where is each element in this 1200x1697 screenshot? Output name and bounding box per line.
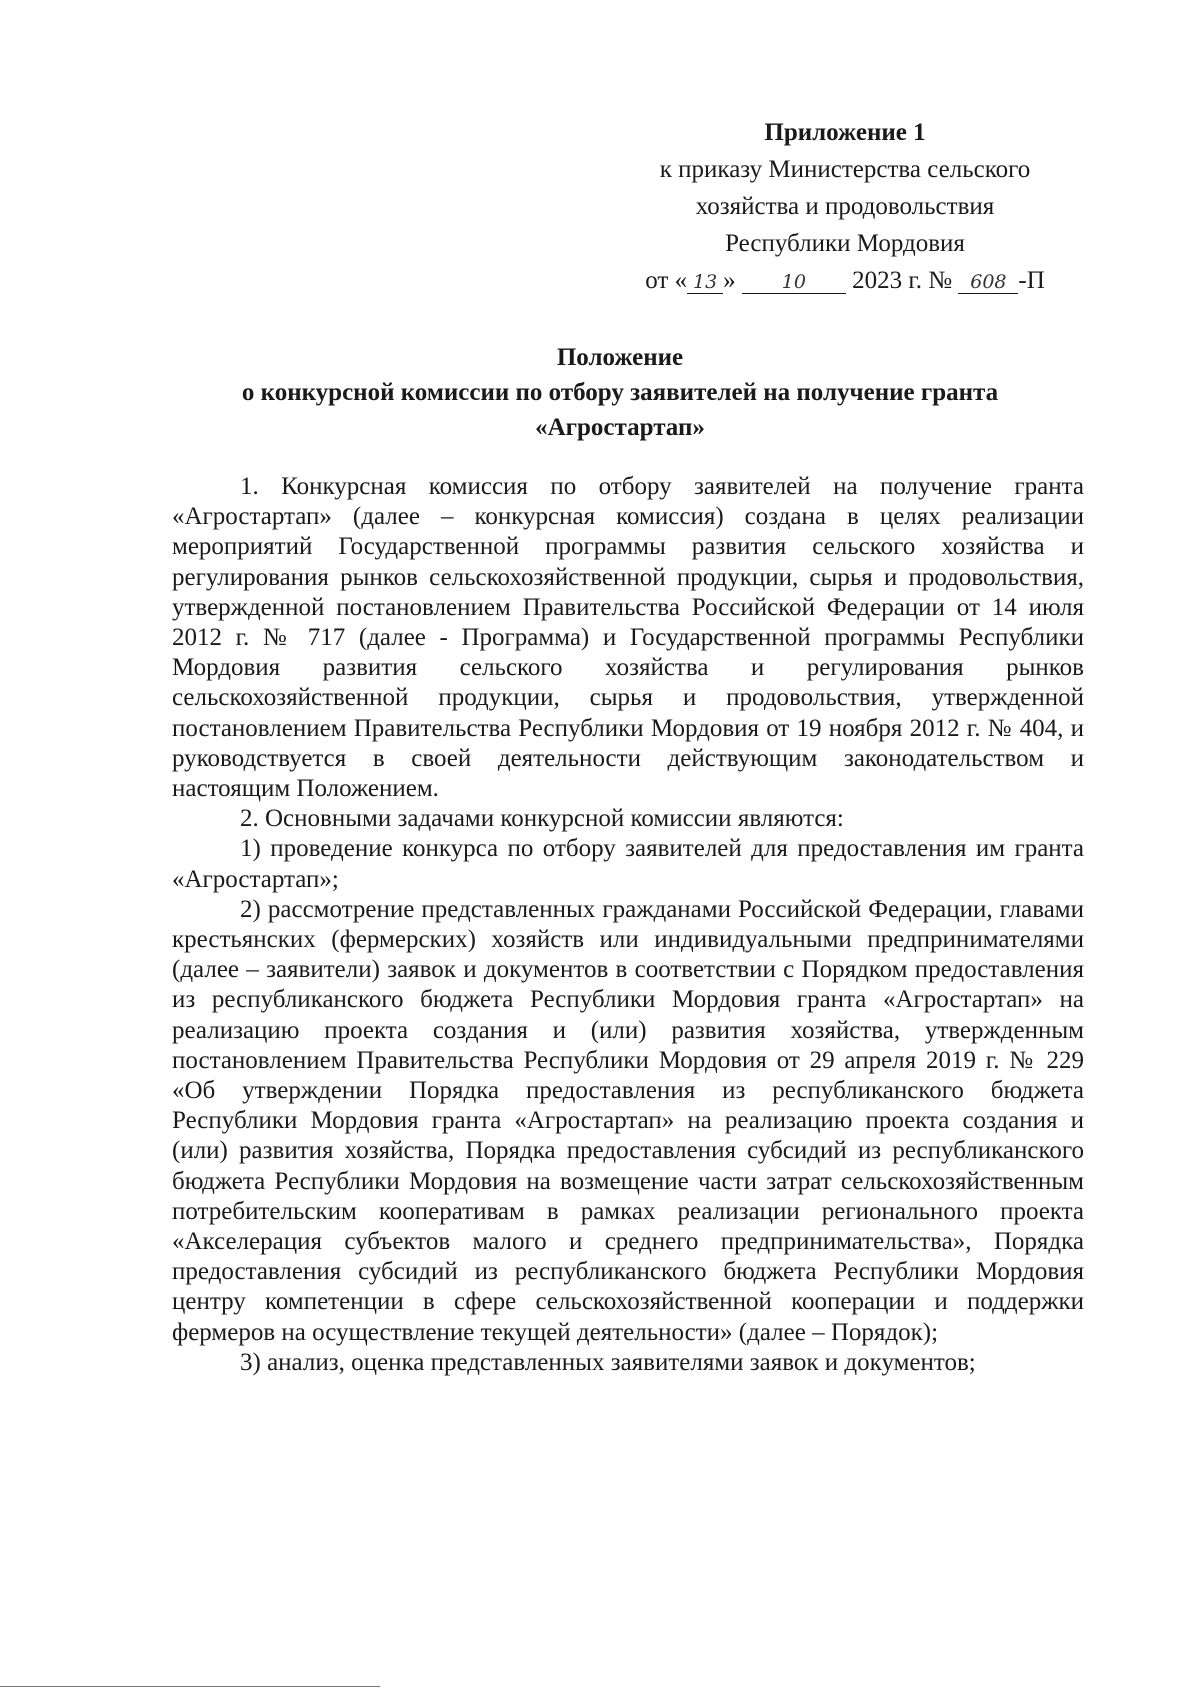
date-mid: »	[723, 267, 736, 294]
document-title	[160, 340, 1080, 445]
order-day: 13	[687, 271, 723, 294]
title-line-1: Положение	[556, 344, 684, 371]
appendix-header	[600, 114, 1090, 299]
scan-edge-line	[0, 1686, 380, 1687]
appendix-line-3: Республики Мордовия	[725, 230, 965, 257]
paragraph-2: 2. Основными задачами конкурсной комиссии являются:	[240, 805, 844, 833]
paragraph-5: 3) анализ, оценка представленных заявителями заявок и документов;	[240, 1348, 976, 1376]
title-line-2: о конкурсной комиссии по отбору заявителей на получение гранта	[241, 379, 999, 406]
order-month: 10	[742, 271, 846, 294]
date-prefix: от «	[645, 267, 688, 294]
order-year: 2023 г. №	[852, 267, 953, 294]
document-body	[172, 472, 1084, 1378]
order-number-suffix: -П	[1018, 267, 1045, 294]
appendix-line-2: хозяйства и продовольствия	[695, 193, 995, 220]
appendix-title: Приложение 1	[764, 119, 926, 146]
title-line-3: «Агростартап»	[535, 414, 705, 441]
order-date-line	[600, 262, 1090, 299]
order-number: 608	[958, 271, 1018, 294]
appendix-line-1: к приказу Министерства сельского	[659, 156, 1031, 183]
paragraph-3: 1) проведение конкурса по отбору заявителей для предоставления им гранта «Агростартап»;	[172, 835, 1084, 893]
paragraph-4: 2) рассмотрение представленных гражданами Российской Федерации, главами крестьянских (фермерских) хозяйств или индивидуальными предпринимателями (далее – заявители) заявок и документов в соответствии с Порядком предоставления из республиканского бюджета Республики Мордовия гранта «Агростартап» на реализацию проекта создания и (или) развития хозяйства, утвержденным постановлением Правительства Республики Мордовия от 29 апреля 2019 г. № 229 «Об утверждении Порядка предоставления из республиканского бюджета Республики Мордовия гранта «Агростартап» на реализацию проекта создания и (или) развития хозяйства, Порядка предоставления субсидий из республиканского бюджета Республики Мордовия на возмещение части затрат сельскохозяйственным потребительским кооперативам в рамках реализации регионального проекта «Акселерация субъектов малого и среднего предпринимательства», Порядка предоставления субсидий из республиканского бюджета Республики Мордовия центру компетенции в сфере сельскохозяйственной кооперации и поддержки фермеров на осуществление текущей деятельности» (далее – Порядок);	[172, 895, 1084, 1346]
paragraph-1: 1. Конкурсная комиссия по отбору заявителей на получение гранта «Агростартап» (далее – конкурсная комиссия) создана в целях реализации мероприятий Государственной программы развития сельского хозяйства и регулирования рынков сельскохозяйственной продукции, сырья и продовольствия, утвержденной постановлением Правительства Российской Федерации от 14 июля 2012 г. № 717 (далее - Программа) и Государственной программы Республики Мордовия развития сельского хозяйства и регулирования рынков сельскохозяйственной продукции, сырья и продовольствия, утвержденной постановлением Правительства Республики Мордовия от 19 ноября 2012 г. № 404, и руководствуется в своей деятельности действующим законодательством и настоящим Положением.	[172, 473, 1084, 803]
